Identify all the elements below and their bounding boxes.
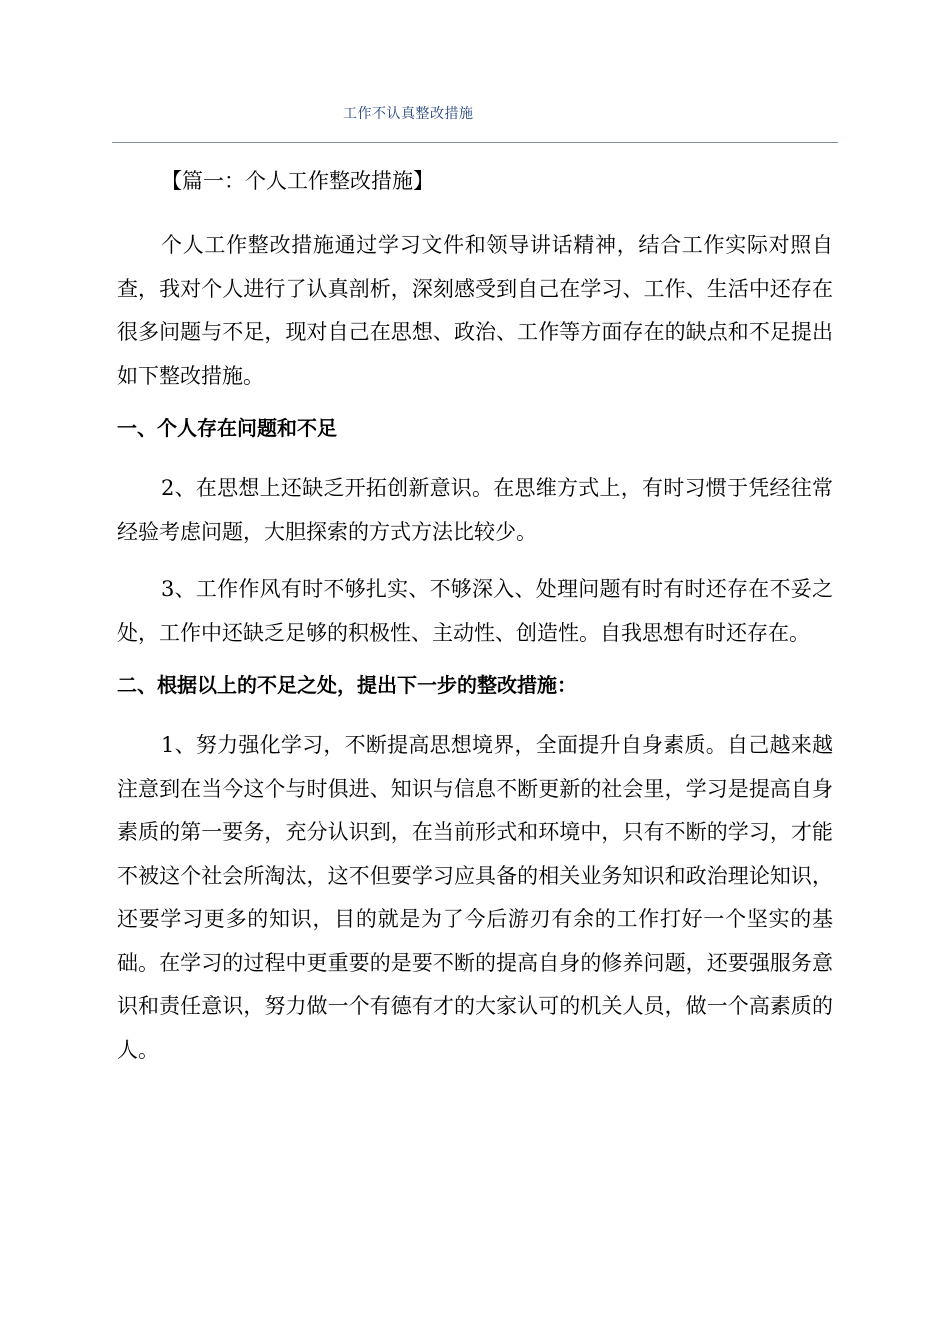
heading-problems: 一、个人存在问题和不足	[117, 416, 337, 440]
heading-measures: 二、根据以上的不足之处，提出下一步的整改措施：	[117, 673, 577, 697]
measure-item-1: 1、努力强化学习，不断提高思想境界，全面提升自身素质。自己越来越注意到在当今这个与时俱进、知识与信息不断更新的社会里，学习是提高自身素质的第一要务，充分认识到，在当前形式和环境中，只有不断的学习，才能不被这个社会所淘汰，这不但要学习应具备的相关业务知识和政治理论知识，还要学习更多的知识，目的就是为了今后游刃有余的工作打好一个坚实的基础。在学习的过程中更重要的是要不断的提高自身的修养问题，还要强服务意识和责任意识，努力做一个有德有才的大家认可的机关人员，做一个高素质的人。	[117, 733, 833, 1062]
section-tag: 【篇一：个人工作整改措施】	[161, 169, 434, 193]
document-body	[117, 165, 833, 1086]
intro-paragraph: 个人工作整改措施通过学习文件和领导讲话精神，结合工作实际对照自查，我对个人进行了认真剖析，深刻感受到自己在学习、工作、生活中还存在很多问题与不足，现对自己在思想、政治、工作等方面存在的缺点和不足提出如下整改措施。	[117, 233, 833, 388]
problem-item-3: 3、工作作风有时不够扎实、不够深入、处理问题有时有时还存在不妥之处，工作中还缺乏足够的积极性、主动性、创造性。自我思想有时还存在。	[117, 577, 833, 645]
problem-item-2: 2、在思想上还缺乏开拓创新意识。在思维方式上，有时习惯于凭经往常经验考虑问题，大胆探索的方式方法比较少。	[117, 476, 833, 544]
header-divider	[112, 142, 838, 143]
document-header-title: 工作不认真整改措施	[343, 106, 474, 122]
